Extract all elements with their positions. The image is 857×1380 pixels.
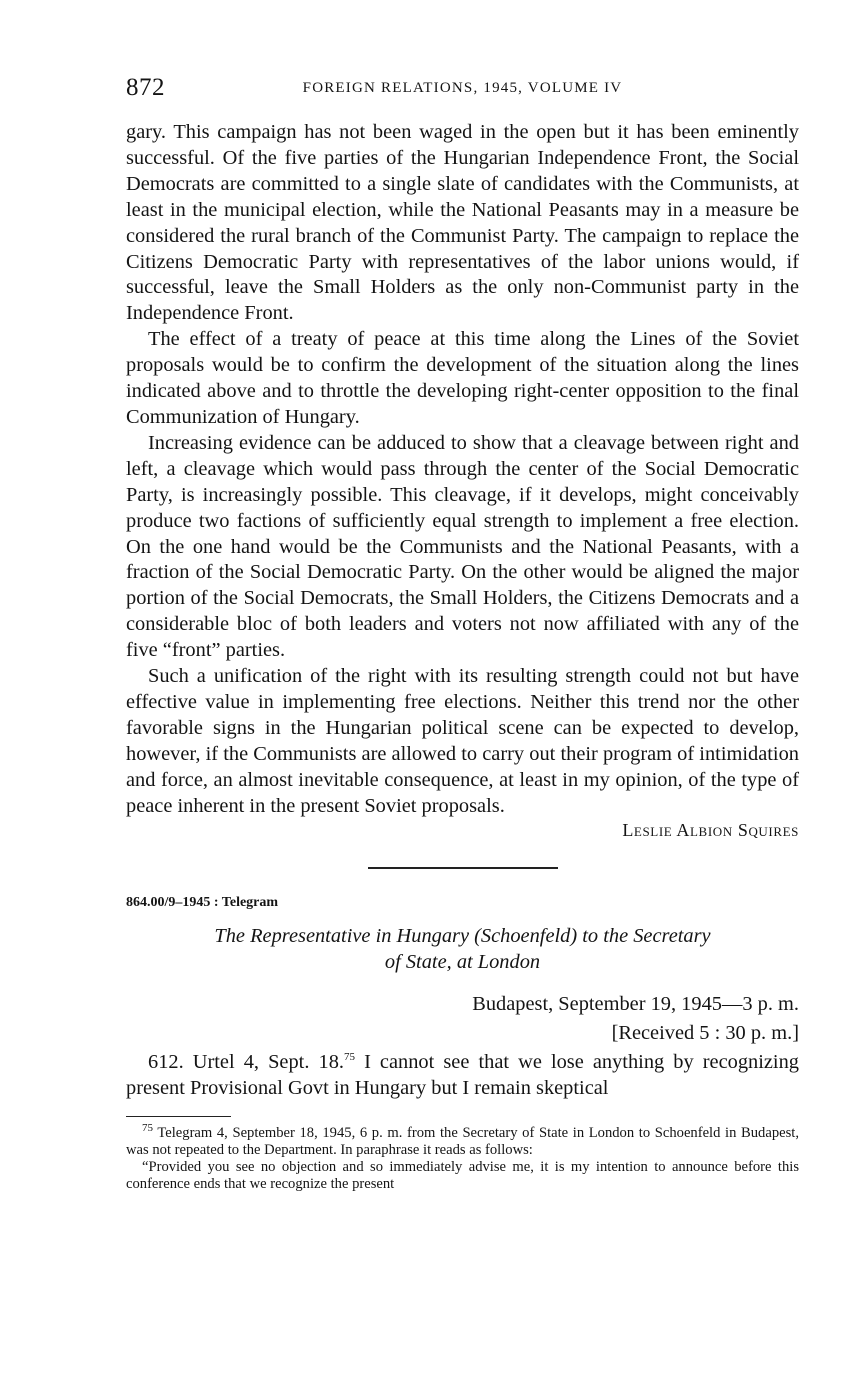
footnote-paragraph-1: [126, 1122, 799, 1159]
document-title: [126, 923, 799, 975]
document-title-line-1: The Representative in Hungary (Schoenfeld) to the Secretary: [214, 925, 711, 948]
page-number: 872: [126, 74, 165, 101]
page-header: [126, 74, 799, 104]
signature: Leslie Albion Squires: [622, 820, 799, 841]
footnote: [126, 1122, 799, 1193]
telegram-text-rest: I cannot see that we lose anything by recognizing present Provisional Govt in Hungary but I remain skeptical: [126, 1051, 799, 1100]
telegram-text-start: 612. Urtel 4, Sept. 18.: [148, 1051, 344, 1074]
file-reference: 864.00/9–1945 : Telegram: [126, 895, 279, 911]
paragraph-4: Such a unification of the right with its resulting strength could not but have effective value in implementing free elections. Neither this trend nor the other favorable signs in the Hungarian political scene can be expected to develop, however, if the Communists are allowed to carry out their program of intimidation and force, an almost inevitable consequence, at least in my opinion, of the type of peace inherent in the present Soviet proposals.: [126, 665, 799, 817]
document-page: [126, 74, 799, 1193]
paragraph-3: Increasing evidence can be adduced to show that a cleavage between right and left, a cleavage which would pass through the center of the Social Democratic Party, is increasingly possible. This cleavage, if it develops, might conceivably produce two factions of sufficiently equal strength to implement a free election. On the one hand would be the Communists and the National Peasants, with a fraction of the Social Democratic Party. On the other would be aligned the major portion of the Social Democrats, the Small Holders, the Citizens Democrats and a considerable bloc of both leaders and voters not now affiliated with any of the five “front” parties.: [126, 431, 799, 662]
running-head: FOREIGN RELATIONS, 1945, VOLUME IV: [302, 80, 623, 96]
footnote-divider: [126, 1116, 231, 1117]
footnote-text-1: Telegram 4, September 18, 1945, 6 p. m. from the Secretary of State in London to Schoenfeld in Budapest, was not repeated to the Department. In paraphrase it reads as follows:: [126, 1125, 799, 1159]
paragraph-2: The effect of a treaty of peace at this time along the Lines of the Soviet proposals would be to confirm the development of the situation along the lines indicated above and to throttle the developing right-center opposition to the final Communization of Hungary.: [126, 328, 799, 428]
received-note: [Received 5 : 30 p. m.]: [611, 1022, 799, 1045]
telegram-body: [126, 1049, 799, 1101]
dateline: Budapest, September 19, 1945—3 p. m.: [472, 993, 799, 1016]
section-divider: [368, 867, 558, 869]
footnote-marker: 75: [142, 1122, 153, 1135]
footnote-reference[interactable]: 75: [344, 1051, 355, 1064]
paragraph-1: gary. This campaign has not been waged in the open but it has been eminently successful. Of the five parties of the Hungarian Independence Front, the Social Democrats are committed to a single slate of candidates with the Communists, at least in the municipal election, while the National Peasants may in a measure be considered the rural branch of the Communist Party. The campaign to replace the Citizens Democratic Party with representatives of the labor unions would, if successful, leave the Small Holders as the only non-Communist party in the Independence Front.: [126, 121, 799, 325]
letter-body: [126, 120, 799, 819]
telegram-paragraph: [126, 1049, 799, 1101]
document-title-line-2: of State, at London: [384, 951, 541, 974]
footnote-paragraph-2: “Provided you see no objection and so immediately advise me, it is my intention to announce before this conference ends that we recognize the present: [126, 1159, 799, 1193]
